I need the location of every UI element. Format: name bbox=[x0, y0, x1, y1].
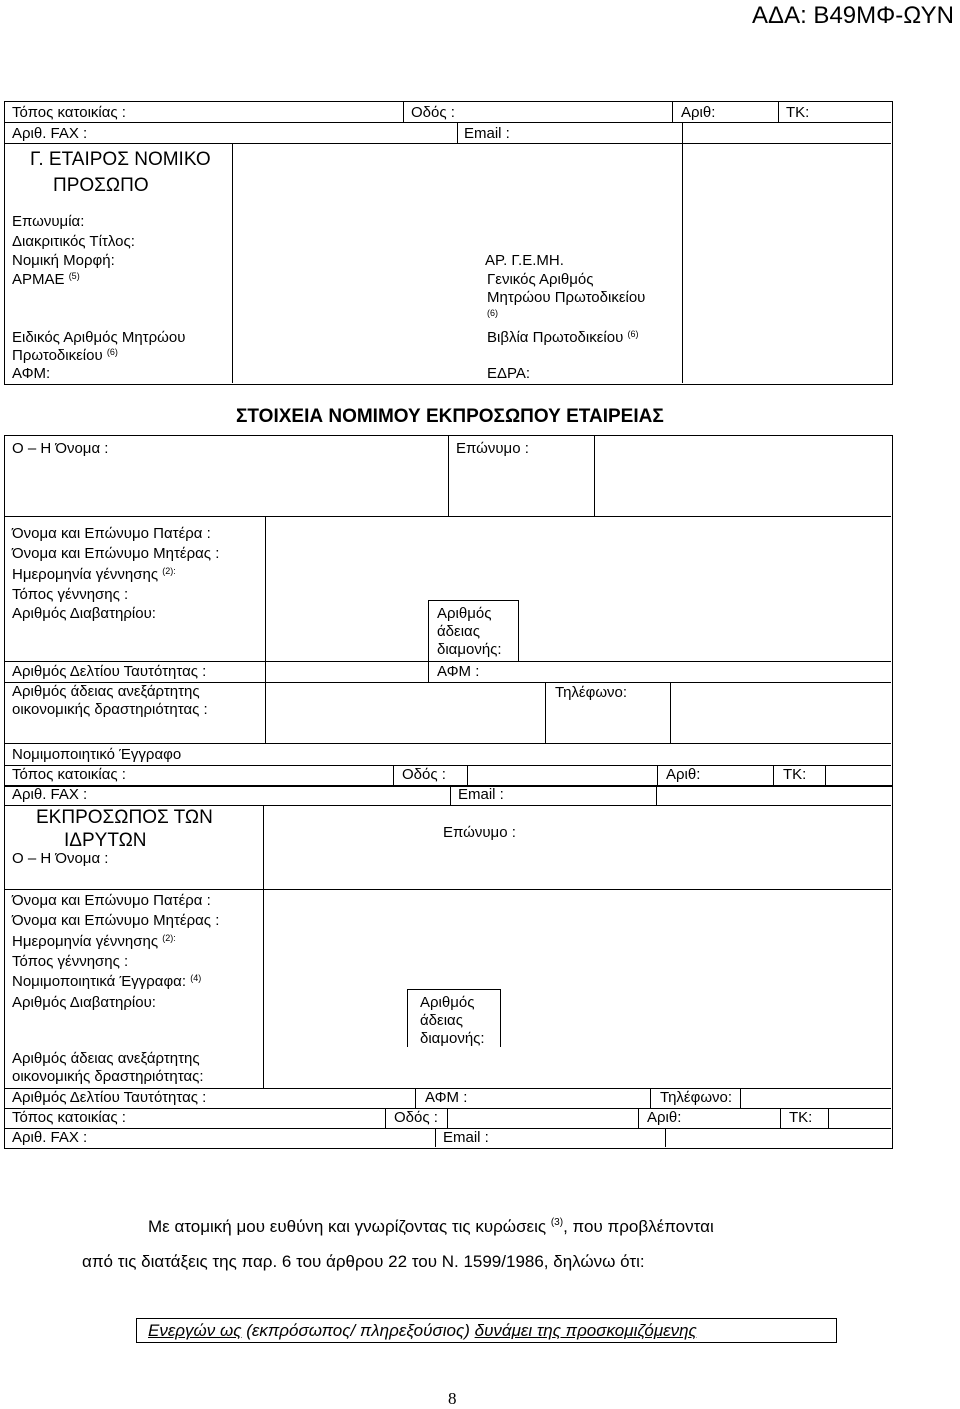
founders-legal-docs-label: Νομιμοποιητικά Έγγραφα: $^{(4)}$ bbox=[12, 973, 202, 990]
rep-residence-label: Τόπος κατοικίας : bbox=[12, 766, 126, 783]
founders-surname-label: Επώνυμο : bbox=[443, 824, 516, 841]
founders-license-label: Αριθμός άδειας ανεξάρτητης οικονομικής δραστηριότητας: bbox=[12, 1050, 204, 1085]
founders-id-card-label: Αριθμός Δελτίου Ταυτότητας : bbox=[12, 1089, 207, 1106]
postcode-label: ΤΚ: bbox=[786, 104, 810, 121]
rep-afm-label: ΑΦΜ : bbox=[437, 663, 480, 680]
rep-id-card-label: Αριθμός Δελτίου Ταυτότητας : bbox=[12, 663, 207, 680]
rep-birth-place-label: Τόπος γέννησης : bbox=[12, 586, 129, 603]
legal-rep-heading: ΣΤΟΙΧΕΙΑ ΝΟΜΙΜΟΥ ΕΚΠΡΟΣΩΠΟΥ ΕΤΑΙΡΕΙΑΣ bbox=[236, 406, 664, 427]
founders-name-label: Ο – Η Όνομα : bbox=[12, 850, 109, 867]
declaration-line-1: Με ατομική μου ευθύνη και γνωρίζοντας τις κυρώσεις $^{(3)}$, που προβλέπονται bbox=[148, 1217, 714, 1236]
rep-email-label: Email : bbox=[458, 786, 504, 803]
rep-number-label: Αριθ: bbox=[666, 766, 701, 783]
number-label: Αριθ: bbox=[681, 104, 716, 121]
special-number-label: Ειδικός Αριθμός Μητρώου Πρωτοδικείου $^{(6)}$ bbox=[12, 329, 186, 364]
founders-number-label: Αριθ: bbox=[647, 1109, 682, 1126]
founders-phone-label: Τηλέφωνο: bbox=[660, 1089, 733, 1106]
edra-label: ΕΔΡΑ: bbox=[487, 365, 531, 382]
founders-father-label: Όνομα και Επώνυμο Πατέρα : bbox=[12, 892, 211, 909]
general-number-label: Γενικός Αριθμός Μητρώου Πρωτοδικείου (6) bbox=[487, 271, 646, 318]
rep-permit-label: Αριθμός άδειας διαμονής: bbox=[437, 605, 502, 658]
legal-form-label: Νομική Μορφή: bbox=[12, 252, 115, 269]
court-books-label: Βιβλία Πρωτοδικείου $^{(6)}$ bbox=[487, 329, 639, 346]
street-label: Οδός : bbox=[411, 104, 455, 121]
rep-legal-doc-label: Νομιμοποιητικό Έγγραφο bbox=[12, 746, 182, 763]
declaration-line-2: από τις διατάξεις της παρ. 6 του άρθρου 22 του Ν. 1599/1986, δηλώνω ότι: bbox=[82, 1252, 645, 1271]
email-label: Email : bbox=[464, 125, 510, 142]
founders-passport-label: Αριθμός Διαβατηρίου: bbox=[12, 994, 156, 1011]
company-name-label: Επωνυμία: bbox=[12, 213, 85, 230]
founders-birth-place-label: Τόπος γέννησης : bbox=[12, 953, 129, 970]
residence-label: Τόπος κατοικίας : bbox=[12, 104, 126, 121]
declaration-box-text: Ενεργών ως (εκπρόσωπος/ πληρεξούσιος) δυνάμει της προσκομιζόμενης bbox=[148, 1321, 697, 1340]
rep-surname-label: Επώνυμο : bbox=[456, 440, 529, 457]
fax-label: Αριθ. FAX : bbox=[12, 125, 88, 142]
founders-heading: ΕΚΠΡΟΣΩΠΟΣ ΤΩΝ ΙΔΡΥΤΩΝ bbox=[36, 807, 213, 851]
founders-mother-label: Όνομα και Επώνυμο Μητέρας : bbox=[12, 912, 220, 929]
rep-mother-label: Όνομα και Επώνυμο Μητέρας : bbox=[12, 545, 220, 562]
founders-email-label: Email : bbox=[443, 1129, 489, 1146]
founders-fax-label: Αριθ. FAX : bbox=[12, 1129, 88, 1146]
rep-name-label: Ο – Η Όνομα : bbox=[12, 440, 109, 457]
distinctive-title-label: Διακριτικός Τίτλος: bbox=[12, 233, 135, 250]
rep-passport-label: Αριθμός Διαβατηρίου: bbox=[12, 605, 156, 622]
rep-license-label: Αριθμός άδειας ανεξάρτητης οικονομικής δραστηριότητας : bbox=[12, 683, 208, 718]
founders-afm-label: ΑΦΜ : bbox=[425, 1089, 468, 1106]
rep-street-label: Οδός : bbox=[402, 766, 446, 783]
founders-postcode-label: ΤΚ: bbox=[789, 1109, 813, 1126]
document-code: ΑΔΑ: Β49ΜΦ-ΩΥΝ bbox=[752, 2, 954, 29]
rep-birth-date-label: Ημερομηνία γέννησης $^{(2):}$ bbox=[12, 566, 176, 583]
rep-phone-label: Τηλέφωνο: bbox=[555, 684, 628, 701]
rep-postcode-label: ΤΚ: bbox=[783, 766, 807, 783]
founders-street-label: Οδός : bbox=[394, 1109, 438, 1126]
founders-residence-label: Τόπος κατοικίας : bbox=[12, 1109, 126, 1126]
section-g-title: Γ. ΕΤΑΙΡΟΣ ΝΟΜΙΚΟ ΠΡΟΣΩΠΟ bbox=[30, 149, 211, 196]
rep-father-label: Όνομα και Επώνυμο Πατέρα : bbox=[12, 525, 211, 542]
founders-birth-date-label: Ημερομηνία γέννησης $^{(2):}$ bbox=[12, 933, 176, 950]
armae-label: ΑΡΜΑΕ $^{(5)}$ bbox=[12, 271, 80, 288]
afm-label: ΑΦΜ: bbox=[12, 365, 51, 382]
founders-permit-label: Αριθμός άδειας διαμονής: bbox=[420, 994, 485, 1047]
gemi-label: ΑΡ. Γ.Ε.ΜΗ. bbox=[485, 252, 564, 269]
page-number: 8 bbox=[448, 1389, 457, 1408]
top-fax-label-2: Αριθ. FAX : bbox=[12, 786, 88, 803]
